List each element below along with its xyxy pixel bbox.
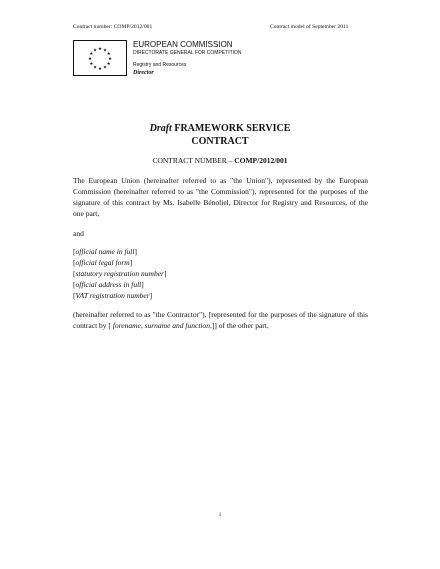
placeholder-address-text: official address in full bbox=[75, 280, 142, 289]
svg-text:★: ★ bbox=[106, 52, 111, 57]
institution-name: EUROPEAN COMMISSION bbox=[133, 40, 233, 49]
svg-text:★: ★ bbox=[97, 67, 103, 72]
placeholder-vat-text: VAT registration number bbox=[75, 291, 150, 300]
unit-name: Registry and Resources bbox=[133, 62, 187, 68]
placeholder-name-text: official name in full bbox=[75, 247, 135, 256]
placeholder-legal-form-text: official legal form bbox=[75, 258, 130, 267]
svg-text:★: ★ bbox=[102, 48, 108, 54]
placeholder-legal-form: [official legal form] bbox=[73, 258, 133, 267]
svg-text:★: ★ bbox=[92, 48, 98, 54]
directorate-name: DIRECTORATE GENERAL FOR COMPETITION bbox=[133, 50, 242, 56]
party-one-paragraph: The European Union (hereinafter referred to as "the Union"), represented by the European Commission (hereinafter referred to as "the Commission"), represented for the purposes of the signature of this contract by Ms. Isabelle Bénoliel, Director for Registry and Resources, of the one part, bbox=[73, 176, 368, 218]
placeholder-registration: [statutory registration number] bbox=[73, 269, 167, 278]
placeholder-address: [official address in full] bbox=[73, 280, 144, 289]
contract-number-dash: – bbox=[228, 156, 233, 165]
svg-text:★: ★ bbox=[102, 65, 108, 71]
party-two-paragraph bbox=[73, 309, 368, 331]
title-line-2: CONTRACT bbox=[191, 136, 249, 147]
contract-number-value: COMP/2012/001 bbox=[234, 156, 288, 165]
party-two-text-before: (hereinafter referred to as "the Contractor"), [represented for the purposes of the signature of this contract by [ bbox=[73, 310, 368, 330]
svg-text:★: ★ bbox=[87, 57, 93, 62]
and-label: and bbox=[73, 229, 84, 238]
eu-flag-logo bbox=[73, 40, 127, 76]
svg-text:★: ★ bbox=[106, 62, 111, 67]
party-two-placeholder: forename, surname and function, bbox=[112, 321, 212, 330]
header-contract-number: Contract number: COMP/2012/001 bbox=[73, 24, 153, 30]
svg-text:★: ★ bbox=[89, 52, 94, 57]
contract-number-label: CONTRACT NUMBER bbox=[152, 156, 227, 165]
page-number: 1 bbox=[218, 512, 222, 518]
svg-text:★: ★ bbox=[97, 47, 103, 52]
svg-text:★: ★ bbox=[107, 57, 113, 62]
placeholder-registration-text: statutory registration number bbox=[75, 269, 164, 278]
svg-text:★: ★ bbox=[89, 62, 94, 67]
document-title bbox=[0, 123, 440, 134]
placeholder-vat: [VAT registration number] bbox=[73, 291, 153, 300]
placeholder-name: [official name in full] bbox=[73, 247, 137, 256]
contract-number-line bbox=[0, 156, 440, 165]
header-contract-model: Contract model of September 2011 bbox=[270, 24, 349, 30]
party-two-text-after: ]] of the other part, bbox=[211, 321, 269, 330]
role-label: Director bbox=[133, 70, 154, 76]
draft-label: Draft bbox=[149, 123, 172, 134]
svg-text:★: ★ bbox=[92, 65, 98, 71]
title-line-1: FRAMEWORK SERVICE bbox=[174, 123, 291, 134]
